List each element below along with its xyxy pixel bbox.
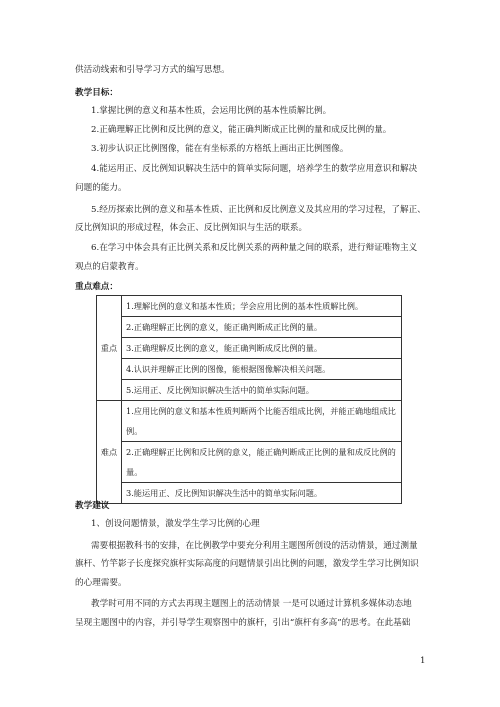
goal-item-continued: 反比例知识的形成过程，体会正、反比例知识与生活的联系。 <box>75 223 308 233</box>
difficulty-label: 难点 <box>97 401 122 504</box>
goal-item: 4.能运用正、反比例知识解决生活中的简单实际问题，培养学生的数学应用意识和解决 <box>91 164 418 174</box>
key-points-table <box>96 295 402 504</box>
difficulty-item: 1.应用比例的意义和基本性质判断两个比能否组成比例，并能正确地组成比例。 <box>122 401 402 442</box>
paragraph-line: 旗杆、竹竿影子长度探究旗杆实际高度的问题情景引出比例的问题，激发学生学习比例知识 <box>75 559 419 569</box>
suggestion-subheading: 1、创设问题情景，激发学生学习比例的心理 <box>91 519 260 529</box>
focus-item: 3.正确理解反比例的意义，能正确判断成反比例的量。 <box>122 338 402 359</box>
focus-item: 2.正确理解正比例的意义，能正确判断成正比例的量。 <box>122 317 402 338</box>
goal-item-continued: 观点的启蒙教育。 <box>75 262 144 272</box>
goals-heading: 教学目标： <box>75 88 118 98</box>
goal-item: 2.正确理解正比例和反比例的意义，能正确判断成正比例的量和成反比例的量。 <box>91 125 392 135</box>
key-points-heading: 重点难点： <box>75 282 118 292</box>
goal-item-continued: 问题的能力。 <box>75 183 127 193</box>
page-number: 1 <box>420 656 426 666</box>
intro-line: 供活动线索和引导学习方式的编写思想。 <box>75 65 230 75</box>
goal-item: 5.经历探索比例的意义和基本性质、正比例和反比例意义及其应用的学习过程，了解正、 <box>91 205 426 215</box>
focus-item: 1.理解比例的意义和基本性质；学会应用比例的基本性质解比例。 <box>122 296 402 317</box>
difficulty-item: 2.正确理解正比例和反比例的意义，能正确判断成正比例的量和成反比例的量。 <box>122 442 402 483</box>
suggestions-heading: 教学建议 <box>75 501 110 511</box>
paragraph-line: 呈现主题图中的内容，并引导学生观察图中的旗杆，引出“旗杆有多高”的思考。在此基础 <box>75 618 411 628</box>
focus-label: 重点 <box>97 296 122 401</box>
focus-item: 4.认识并理解正比例的图像，能根据图像解决相关问题。 <box>122 359 402 380</box>
paragraph-line: 需要根据教科书的安排，在比例教学中要充分利用主题图所创设的活动情景，通过测量 <box>91 541 418 551</box>
focus-item: 5.运用正、反比例知识解决生活中的简单实际问题。 <box>122 380 402 401</box>
paragraph-line: 教学时可用不同的方式去再现主题图上的活动情景 一是可以通过计算机多媒体动态地 <box>91 599 412 609</box>
difficulty-item: 3.能运用正、反比例知识解决生活中的简单实际问题。 <box>122 483 402 504</box>
paragraph-line: 的心理需要。 <box>75 578 127 588</box>
goal-item: 6.在学习中体会具有正比例关系和反比例关系的两种量之间的联系，进行辩证唯物主义 <box>91 243 418 253</box>
goal-item: 1.掌握比例的意义和基本性质，会运用比例的基本性质解比例。 <box>91 106 332 116</box>
goal-item: 3.初步认识正比例图像，能在有坐标系的方格纸上画出正比例图像。 <box>91 144 349 154</box>
